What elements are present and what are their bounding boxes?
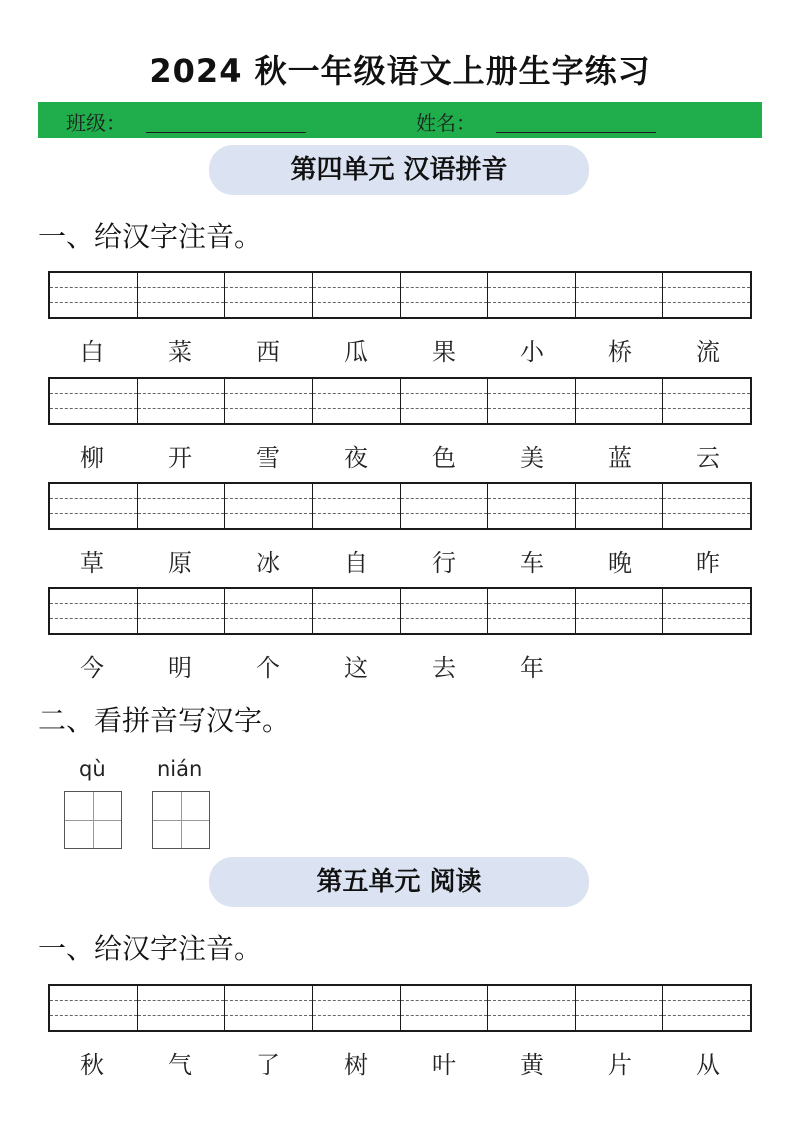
unit5-title: 第五单元 阅读 xyxy=(209,857,589,907)
character: 美 xyxy=(520,444,544,472)
unit4-section2-heading: 二、看拼音写汉字。 xyxy=(38,704,291,737)
pinyin-cell[interactable] xyxy=(401,379,489,423)
character: 原 xyxy=(168,549,192,577)
pinyin-cell[interactable] xyxy=(50,986,138,1030)
pinyin-cell[interactable] xyxy=(313,986,401,1030)
page-title: 2024 秋一年级语文上册生字练习 xyxy=(149,52,651,90)
pinyin-cell[interactable] xyxy=(401,484,489,528)
character: 气 xyxy=(168,1051,192,1079)
character: 流 xyxy=(696,338,720,366)
pinyin-cell[interactable] xyxy=(663,589,750,633)
pinyin-cell[interactable] xyxy=(576,273,664,317)
character: 秋 xyxy=(80,1051,104,1079)
pinyin-cell[interactable] xyxy=(401,589,489,633)
pinyin-cell[interactable] xyxy=(313,484,401,528)
pinyin-cell[interactable] xyxy=(225,379,313,423)
character: 夜 xyxy=(344,444,368,472)
pinyin-cell[interactable] xyxy=(50,379,138,423)
class-label: 班级： xyxy=(66,111,126,135)
character: 黄 xyxy=(520,1051,544,1079)
character: 晚 xyxy=(608,549,632,577)
character-row xyxy=(48,332,752,367)
pinyin-cell[interactable] xyxy=(488,986,576,1030)
pinyin-cell[interactable] xyxy=(313,379,401,423)
character: 个 xyxy=(256,654,280,682)
pinyin-cell[interactable] xyxy=(225,589,313,633)
unit5-section1-heading: 一、给汉字注音。 xyxy=(38,932,263,965)
pinyin-cell[interactable] xyxy=(50,273,138,317)
tianzige-box[interactable] xyxy=(64,791,122,849)
character: 去 xyxy=(432,654,456,682)
pinyin-cell[interactable] xyxy=(313,273,401,317)
character: 从 xyxy=(696,1051,720,1079)
pinyin-cell[interactable] xyxy=(576,589,664,633)
character: 昨 xyxy=(696,549,720,577)
character: 小 xyxy=(520,338,544,366)
character: 了 xyxy=(256,1051,280,1079)
character: 桥 xyxy=(608,338,632,366)
character: 行 xyxy=(432,549,456,577)
character: 色 xyxy=(432,444,456,472)
tianzige-box[interactable] xyxy=(152,791,210,849)
name-label: 姓名： xyxy=(416,111,476,135)
character: 果 xyxy=(432,338,456,366)
pinyin-cell[interactable] xyxy=(663,484,750,528)
pinyin-writing-row[interactable] xyxy=(48,377,752,425)
character: 冰 xyxy=(256,549,280,577)
pinyin-writing-row[interactable] xyxy=(48,587,752,635)
pinyin-cell[interactable] xyxy=(138,273,226,317)
pinyin-writing-row[interactable] xyxy=(48,984,752,1032)
character-row xyxy=(48,1045,752,1080)
character: 白 xyxy=(80,338,104,366)
pinyin-cell[interactable] xyxy=(663,379,750,423)
character: 明 xyxy=(168,654,192,682)
character: 云 xyxy=(696,444,720,472)
pinyin-cell[interactable] xyxy=(138,484,226,528)
pinyin-cell[interactable] xyxy=(138,589,226,633)
character: 今 xyxy=(80,654,104,682)
character-row xyxy=(48,543,752,578)
character: 草 xyxy=(80,549,104,577)
pinyin-cell[interactable] xyxy=(663,986,750,1030)
pinyin-cell[interactable] xyxy=(225,484,313,528)
character: 年 xyxy=(520,654,544,682)
pinyin-cell[interactable] xyxy=(401,273,489,317)
pinyin-cell[interactable] xyxy=(488,589,576,633)
character: 西 xyxy=(256,338,280,366)
pinyin-cell[interactable] xyxy=(138,986,226,1030)
pinyin-cell[interactable] xyxy=(576,986,664,1030)
pinyin-prompt: nián xyxy=(157,757,203,781)
unit4-section1-heading: 一、给汉字注音。 xyxy=(38,220,263,253)
character: 蓝 xyxy=(608,444,632,472)
character-row xyxy=(48,648,752,683)
pinyin-cell[interactable] xyxy=(225,986,313,1030)
pinyin-prompt: qù xyxy=(79,757,106,781)
character: 瓜 xyxy=(344,338,368,366)
pinyin-cell[interactable] xyxy=(50,484,138,528)
pinyin-cell[interactable] xyxy=(488,484,576,528)
unit4-title: 第四单元 汉语拼音 xyxy=(209,145,589,195)
character-row xyxy=(48,438,752,473)
pinyin-cell[interactable] xyxy=(663,273,750,317)
name-blank[interactable] xyxy=(496,132,656,133)
pinyin-cell[interactable] xyxy=(225,273,313,317)
pinyin-cell[interactable] xyxy=(488,379,576,423)
pinyin-cell[interactable] xyxy=(313,589,401,633)
pinyin-writing-row[interactable] xyxy=(48,271,752,319)
character: 菜 xyxy=(168,338,192,366)
pinyin-cell[interactable] xyxy=(576,484,664,528)
character: 柳 xyxy=(80,444,104,472)
class-blank[interactable] xyxy=(146,132,306,133)
pinyin-cell[interactable] xyxy=(50,589,138,633)
character: 叶 xyxy=(432,1051,456,1079)
pinyin-cell[interactable] xyxy=(138,379,226,423)
character: 这 xyxy=(344,654,368,682)
character: 自 xyxy=(344,549,368,577)
pinyin-writing-row[interactable] xyxy=(48,482,752,530)
pinyin-cell[interactable] xyxy=(401,986,489,1030)
character: 开 xyxy=(168,444,192,472)
character: 雪 xyxy=(256,444,280,472)
character: 片 xyxy=(608,1051,632,1079)
character: 树 xyxy=(344,1051,368,1079)
pinyin-cell[interactable] xyxy=(576,379,664,423)
pinyin-cell[interactable] xyxy=(488,273,576,317)
character: 车 xyxy=(520,549,544,577)
student-info-bar xyxy=(38,102,762,138)
